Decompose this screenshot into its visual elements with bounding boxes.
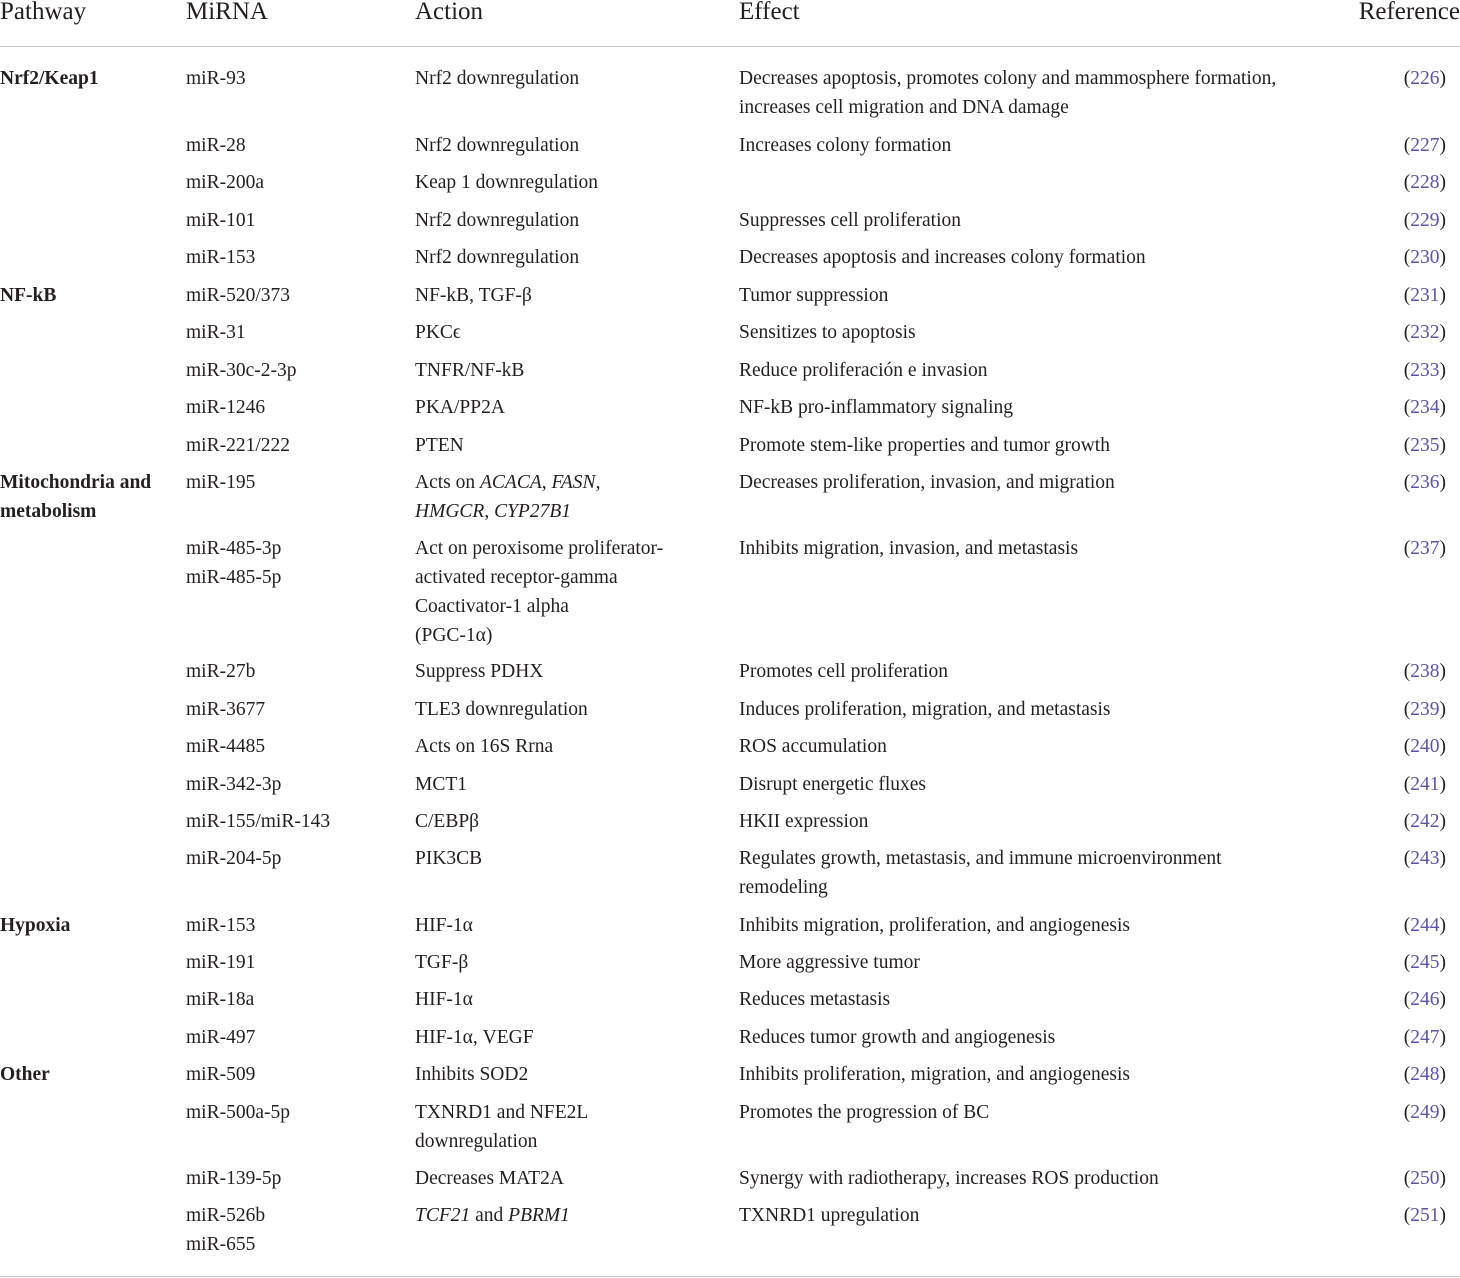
- cell-effect: Synergy with radiotherapy, increases ROS production: [739, 1168, 1159, 1189]
- cell-action: Decreases MAT2A: [415, 1168, 564, 1189]
- reference-link[interactable]: 236: [1410, 472, 1440, 493]
- cell-reference: (227): [1403, 135, 1446, 156]
- cell-action: HIF-1α: [415, 989, 473, 1010]
- cell-action: Acts on 16S Rrna: [415, 736, 554, 757]
- cell-mirna: miR-93: [186, 68, 246, 89]
- cell-mirna: miR-3677: [186, 699, 266, 720]
- cell-reference: (242): [1403, 811, 1446, 832]
- cell-action: PIK3CB: [415, 848, 483, 869]
- cell-effect: TXNRD1 upregulation: [739, 1205, 920, 1226]
- cell-effect: ROS accumulation: [739, 736, 887, 757]
- cell-mirna: miR-153: [186, 915, 256, 936]
- cell-reference: (234): [1403, 397, 1446, 418]
- cell-reference: (226): [1403, 68, 1446, 89]
- cell-pathway: Mitochondria and metabolism: [0, 472, 152, 522]
- cell-effect: NF-kB pro-inflammatory signaling: [739, 397, 1014, 418]
- cell-reference: (250): [1403, 1168, 1446, 1189]
- cell-reference: (245): [1403, 952, 1446, 973]
- cell-action: Nrf2 downregulation: [415, 210, 580, 231]
- cell-action: Suppress PDHX: [415, 661, 544, 682]
- cell-effect: Promotes the progression of BC: [739, 1102, 990, 1123]
- cell-effect: More aggressive tumor: [739, 952, 920, 973]
- reference-link[interactable]: 244: [1410, 915, 1440, 936]
- cell-mirna: miR-28: [186, 135, 246, 156]
- cell-effect: Promotes cell proliferation: [739, 661, 949, 682]
- cell-effect: Tumor suppression: [739, 285, 889, 306]
- cell-action: Nrf2 downregulation: [415, 135, 580, 156]
- reference-link[interactable]: 226: [1410, 68, 1440, 89]
- reference-link[interactable]: 240: [1410, 736, 1440, 757]
- cell-mirna: miR-101: [186, 210, 256, 231]
- cell-effect: Reduces metastasis: [739, 989, 891, 1010]
- cell-action: PKCϵ: [415, 322, 461, 343]
- cell-action: HIF-1α: [415, 915, 473, 936]
- reference-link[interactable]: 227: [1410, 135, 1440, 156]
- reference-link[interactable]: 241: [1410, 774, 1440, 795]
- reference-link[interactable]: 230: [1410, 247, 1440, 268]
- reference-link[interactable]: 233: [1410, 360, 1440, 381]
- header-pathway: Pathway: [0, 0, 87, 25]
- cell-effect: Increases colony formation: [739, 135, 952, 156]
- reference-link[interactable]: 234: [1410, 397, 1440, 418]
- cell-mirna: miR-200a: [186, 172, 264, 193]
- cell-action: Keap 1 downregulation: [415, 172, 599, 193]
- cell-mirna: miR-30c-2-3p: [186, 360, 297, 381]
- header-effect: Effect: [739, 0, 800, 25]
- cell-reference: (233): [1403, 360, 1446, 381]
- reference-link[interactable]: 237: [1410, 538, 1440, 559]
- cell-mirna: miR-31: [186, 322, 246, 343]
- header-reference: Reference: [1358, 0, 1460, 25]
- cell-effect: Decreases apoptosis, promotes colony and mammosphere formation, increases cell migration and DNA damage: [739, 68, 1277, 118]
- reference-link[interactable]: 251: [1410, 1205, 1440, 1226]
- reference-link[interactable]: 239: [1410, 699, 1440, 720]
- cell-reference: (238): [1403, 661, 1446, 682]
- cell-action: TLE3 downregulation: [415, 699, 588, 720]
- cell-mirna: miR-485-3p miR-485-5p: [186, 538, 282, 588]
- cell-mirna: miR-27b: [186, 661, 256, 682]
- cell-pathway: Nrf2/Keap1: [0, 68, 99, 89]
- reference-link[interactable]: 242: [1410, 811, 1440, 832]
- cell-action: C/EBPβ: [415, 811, 480, 832]
- cell-effect: Inhibits proliferation, migration, and angiogenesis: [739, 1064, 1130, 1085]
- cell-mirna: miR-191: [186, 952, 256, 973]
- cell-reference: (228): [1403, 172, 1446, 193]
- table-header: [0, 0, 1460, 47]
- reference-link[interactable]: 250: [1410, 1168, 1440, 1189]
- reference-link[interactable]: 246: [1410, 989, 1440, 1010]
- cell-reference: (246): [1403, 989, 1446, 1010]
- cell-pathway: Other: [0, 1064, 50, 1085]
- cell-action: Nrf2 downregulation: [415, 68, 580, 89]
- reference-link[interactable]: 235: [1410, 435, 1440, 456]
- header-mirna: MiRNA: [186, 0, 268, 25]
- cell-reference: (240): [1403, 736, 1446, 757]
- reference-link[interactable]: 248: [1410, 1064, 1440, 1085]
- cell-reference: (243): [1403, 848, 1446, 869]
- reference-link[interactable]: 232: [1410, 322, 1440, 343]
- reference-link[interactable]: 238: [1410, 661, 1440, 682]
- cell-action: TGF-β: [415, 952, 469, 973]
- cell-action: PTEN: [415, 435, 464, 456]
- cell-effect: Decreases apoptosis and increases colony formation: [739, 247, 1146, 268]
- cell-action: Inhibits SOD2: [415, 1064, 529, 1085]
- cell-effect: Sensitizes to apoptosis: [739, 322, 916, 343]
- cell-action: TXNRD1 and NFE2L downregulation: [415, 1102, 589, 1152]
- cell-mirna: miR-195: [186, 472, 256, 493]
- cell-reference: (236): [1403, 472, 1446, 493]
- cell-effect: Inhibits migration, invasion, and metastasis: [739, 538, 1079, 559]
- reference-link[interactable]: 231: [1410, 285, 1440, 306]
- bottom-rule: [0, 1276, 1460, 1277]
- cell-effect: HKII expression: [739, 811, 869, 832]
- cell-reference: (230): [1403, 247, 1446, 268]
- cell-mirna: miR-204-5p: [186, 848, 282, 869]
- cell-mirna: miR-155/miR-143: [186, 811, 331, 832]
- cell-mirna: miR-509: [186, 1064, 256, 1085]
- cell-action: MCT1: [415, 774, 468, 795]
- header-action: Action: [415, 0, 484, 25]
- cell-effect: Suppresses cell proliferation: [739, 210, 962, 231]
- cell-pathway: NF-kB: [0, 285, 57, 306]
- cell-effect: Induces proliferation, migration, and metastasis: [739, 699, 1111, 720]
- cell-effect: Disrupt energetic fluxes: [739, 774, 927, 795]
- cell-effect: Inhibits migration, proliferation, and angiogenesis: [739, 915, 1130, 936]
- cell-action: NF-kB, TGF-β: [415, 285, 532, 306]
- reference-link[interactable]: 245: [1410, 952, 1440, 973]
- cell-mirna: miR-139-5p: [186, 1168, 282, 1189]
- cell-mirna: miR-4485: [186, 736, 266, 757]
- cell-reference: (244): [1403, 915, 1446, 936]
- cell-reference: (231): [1403, 285, 1446, 306]
- cell-effect: Reduces tumor growth and angiogenesis: [739, 1027, 1056, 1048]
- cell-reference: (232): [1403, 322, 1446, 343]
- cell-mirna: miR-520/373: [186, 285, 291, 306]
- cell-mirna: miR-221/222: [186, 435, 291, 456]
- cell-action: TNFR/NF-kB: [415, 360, 525, 381]
- cell-mirna: miR-342-3p: [186, 774, 282, 795]
- reference-link[interactable]: 228: [1410, 172, 1440, 193]
- reference-link[interactable]: 247: [1410, 1027, 1440, 1048]
- cell-pathway: Hypoxia: [0, 915, 71, 936]
- cell-effect: Reduce proliferación e invasion: [739, 360, 988, 381]
- cell-action: Acts on ACACA, FASN, HMGCR, CYP27B1: [415, 472, 601, 522]
- cell-reference: (247): [1403, 1027, 1446, 1048]
- cell-reference: (237): [1403, 538, 1446, 559]
- cell-action: TCF21 and PBRM1: [415, 1205, 570, 1226]
- cell-mirna: miR-18a: [186, 989, 255, 1010]
- cell-reference: (235): [1403, 435, 1446, 456]
- cell-mirna: miR-526b miR-655: [186, 1205, 266, 1255]
- cell-mirna: miR-500a-5p: [186, 1102, 290, 1123]
- cell-reference: (251): [1403, 1205, 1446, 1226]
- cell-mirna: miR-1246: [186, 397, 266, 418]
- cell-effect: Decreases proliferation, invasion, and migration: [739, 472, 1115, 493]
- cell-mirna: miR-153: [186, 247, 256, 268]
- cell-reference: (241): [1403, 774, 1446, 795]
- reference-link[interactable]: 243: [1410, 848, 1440, 869]
- cell-effect: Regulates growth, metastasis, and immune microenvironment remodeling: [739, 848, 1222, 898]
- cell-reference: (239): [1403, 699, 1446, 720]
- cell-reference: (248): [1403, 1064, 1446, 1085]
- cell-reference: (249): [1403, 1102, 1446, 1123]
- cell-mirna: miR-497: [186, 1027, 256, 1048]
- cell-action: PKA/PP2A: [415, 397, 505, 418]
- cell-reference: (229): [1403, 210, 1446, 231]
- cell-action: Nrf2 downregulation: [415, 247, 580, 268]
- cell-action: HIF-1α, VEGF: [415, 1027, 534, 1048]
- reference-link[interactable]: 229: [1410, 210, 1440, 231]
- reference-link[interactable]: 249: [1410, 1102, 1440, 1123]
- cell-effect: Promote stem-like properties and tumor growth: [739, 435, 1110, 456]
- cell-action: Act on peroxisome proliferator- activated receptor-gamma Coactivator-1 alpha (PGC-1α): [415, 538, 664, 646]
